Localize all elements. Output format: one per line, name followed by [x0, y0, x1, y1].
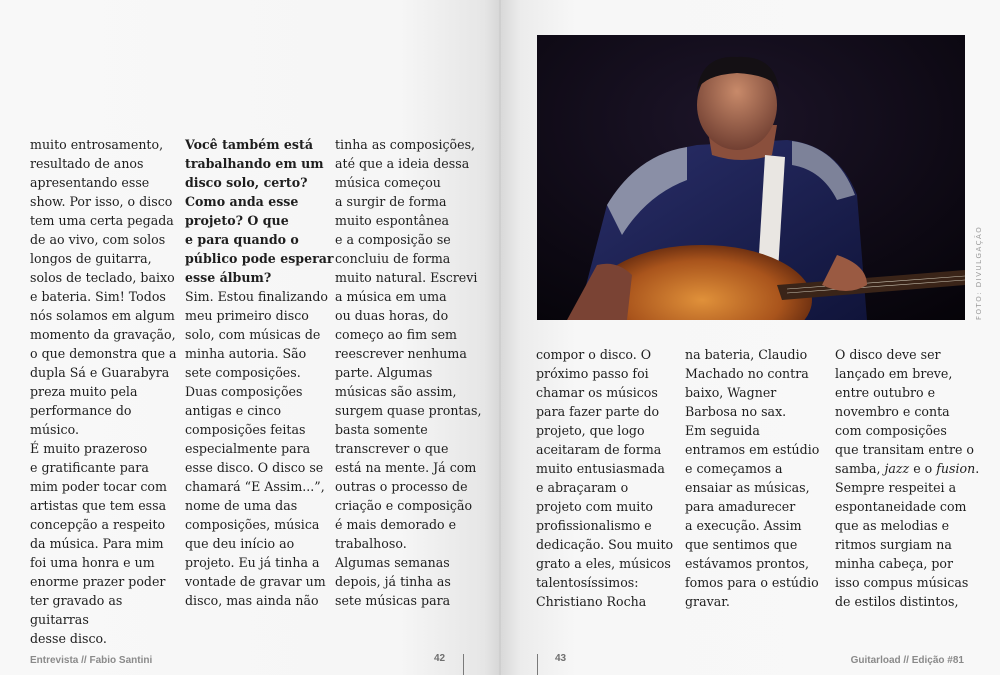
text-line: disco solo, certo? [185, 175, 308, 190]
text-line: esse disco. O disco se [185, 460, 324, 475]
text-line: trabalhoso. [335, 536, 407, 551]
text-line: próximo passo foi [536, 366, 649, 381]
text-line: reescrever nenhuma [335, 346, 467, 361]
text-line: Sim. Estou finalizando [185, 289, 328, 304]
text-line: ou duas horas, do [335, 308, 449, 323]
text-line: novembro e conta [835, 404, 950, 419]
text-line: a música em uma [335, 289, 447, 304]
page-number-left: 42 [434, 653, 446, 664]
text-line: muito natural. Escrevi [335, 270, 478, 285]
text-line: projeto, que logo [536, 423, 645, 438]
text-line: solo, com músicas de [185, 327, 321, 342]
text-line: músicas são assim, [335, 384, 457, 399]
left-column-1 [30, 135, 182, 648]
text-line: Christiano Rocha [536, 594, 647, 609]
text-line: música começou [335, 175, 441, 190]
text-line: sete composições. [185, 365, 301, 380]
guitarist-illustration [537, 35, 965, 320]
text-line: foi uma honra e um [30, 555, 155, 570]
right-column-1 [536, 345, 688, 611]
text-line: fomos para o estúdio [685, 575, 819, 590]
text-line: concluiu de forma [335, 251, 451, 266]
text-line: aceitaram de forma [536, 442, 662, 457]
text-line: sete músicas para [335, 593, 451, 608]
text-line: e bateria. Sim! Todos [30, 289, 166, 304]
text-line: Como anda esse [185, 194, 299, 209]
text-line: profissionalismo e [536, 518, 652, 533]
text-line: composições feitas [185, 422, 306, 437]
text-line: esse álbum? [185, 270, 272, 285]
text-line: que deu início ao [185, 536, 295, 551]
text-line: talentosíssimos: [536, 575, 639, 590]
guitarist-photo [537, 35, 965, 320]
text-line: muito entrosamento, [30, 137, 164, 152]
text-line: gravar. [685, 594, 730, 609]
text-line: composições, música [185, 517, 320, 532]
text-line: minha cabeça, por [835, 556, 954, 571]
text-line: para amadurecer [685, 499, 796, 514]
text-line: dedicação. Sou muito [536, 537, 674, 552]
text-line: ritmos surgiam na [835, 537, 952, 552]
text-line: parte. Algumas [335, 365, 433, 380]
text-line: que sentimos que [685, 537, 798, 552]
text-line: minha autoria. São [185, 346, 307, 361]
text-line: antigas e cinco [185, 403, 282, 418]
text-line: basta somente [335, 422, 428, 437]
text-line: Sempre respeitei a [835, 480, 957, 495]
text-line: que transitam entre o [835, 442, 975, 457]
text-line: e gratificante para [30, 460, 149, 475]
text-line: desse disco. [30, 631, 107, 646]
text-line: projeto com muito [536, 499, 653, 514]
text-line: ter gravado as guitarras [30, 593, 123, 627]
text-line: estávamos prontos, [685, 556, 809, 571]
text-line: de estilos distintos, [835, 594, 959, 609]
text-line: na bateria, Claudio [685, 347, 808, 362]
left-column-2 [185, 135, 337, 610]
text-line: apresentando esse [30, 175, 150, 190]
text-block [835, 345, 987, 459]
footer-rule-left [463, 654, 464, 675]
text-line: transcrever o que [335, 441, 449, 456]
text-line: O disco deve ser [835, 347, 941, 362]
text-line: ensaiar as músicas, [685, 480, 810, 495]
text-line: momento da gravação, [30, 327, 176, 342]
text-line: compor o disco. O [536, 347, 652, 362]
text-line: mim poder tocar com [30, 479, 167, 494]
text-line: Machado no contra [685, 366, 809, 381]
text-line: tem uma certa pegada [30, 213, 174, 228]
text-line: nós solamos em algum [30, 308, 175, 323]
text-line: concepção a respeito [30, 517, 166, 532]
text-line: a surgir de forma [335, 194, 447, 209]
text-line: longos de guitarra, [30, 251, 152, 266]
text-line: o que demonstra que a [30, 346, 177, 361]
text-line: projeto? O que [185, 213, 289, 228]
text-line: projeto. Eu já tinha a [185, 555, 320, 570]
text-line: muito espontânea [335, 213, 450, 228]
text-line: outras o processo de [335, 479, 468, 494]
text-line: começo ao fim sem [335, 327, 457, 342]
text-line: e começamos a [685, 461, 783, 476]
text-line: e abraçaram o [536, 480, 629, 495]
footer-rule-right [537, 654, 538, 675]
page-number-right: 43 [555, 653, 567, 664]
text-line: preza muito pela [30, 384, 138, 399]
text-line: surgem quase prontas, [335, 403, 482, 418]
text-line: até que a ideia dessa [335, 156, 470, 171]
text-line: com composições [835, 423, 947, 438]
text-line: Em seguida [685, 423, 760, 438]
interview-answer [185, 287, 337, 610]
text-line: público pode esperar [185, 251, 334, 266]
text-line: baixo, Wagner [685, 385, 777, 400]
text-line: enorme prazer poder [30, 574, 166, 589]
text-line: para fazer parte do [536, 404, 660, 419]
text-line: Duas composições [185, 384, 303, 399]
text-line: show. Por isso, o disco [30, 194, 173, 209]
left-column-3 [335, 135, 487, 610]
photo-credit: FOTO: DIVULGAÇÃO [975, 225, 983, 320]
text-line: espontaneidade com [835, 499, 967, 514]
footer-section-label: Entrevista // Fabio Santini [30, 655, 153, 666]
text-line: grato a eles, músicos [536, 556, 671, 571]
text-line: é mais demorado e [335, 517, 457, 532]
text-line: vontade de gravar um [185, 574, 326, 589]
text-line: disco, mas ainda não [185, 593, 319, 608]
text-line: isso compus músicas [835, 575, 969, 590]
text-line: resultado de anos [30, 156, 144, 171]
text-line: chamará “E Assim...”, [185, 479, 325, 494]
footer-magazine-label: Guitarload // Edição #81 [850, 655, 964, 666]
text-line: entramos em estúdio [685, 442, 820, 457]
text-line: trabalhando em um [185, 156, 324, 171]
text-line: e a composição se [335, 232, 451, 247]
text-line: artistas que tem essa [30, 498, 167, 513]
text-line: que as melodias e [835, 518, 950, 533]
text-line: meu primeiro disco [185, 308, 309, 323]
text-line: especialmente para [185, 441, 311, 456]
right-column-2 [685, 345, 837, 611]
text-line: da música. Para mim [30, 536, 164, 551]
text-line: nome de uma das [185, 498, 298, 513]
text-block [835, 478, 987, 611]
text-line: Algumas semanas [335, 555, 450, 570]
text-line: Você também está [185, 137, 313, 152]
samba-line: samba, jazz e o fusion. [835, 461, 980, 476]
text-line: solos de teclado, baixo [30, 270, 175, 285]
text-line: está na mente. Já com [335, 460, 477, 475]
text-line: a execução. Assim [685, 518, 802, 533]
text-line: criação e composição [335, 498, 473, 513]
text-line: Barbosa no sax. [685, 404, 787, 419]
text-line: muito entusiasmada [536, 461, 665, 476]
text-line: É muito prazeroso [30, 441, 148, 456]
text-line: performance do músico. [30, 403, 132, 437]
text-line: entre outubro e [835, 385, 936, 400]
text-line: tinha as composições, [335, 137, 476, 152]
text-line: chamar os músicos [536, 385, 658, 400]
interview-question [185, 135, 337, 287]
text-line: dupla Sá e Guarabyra [30, 365, 170, 380]
text-line: e para quando o [185, 232, 299, 247]
text-line: de ao vivo, com solos [30, 232, 166, 247]
right-column-3 [835, 345, 987, 611]
text-line: depois, já tinha as [335, 574, 451, 589]
text-line: lançado em breve, [835, 366, 953, 381]
